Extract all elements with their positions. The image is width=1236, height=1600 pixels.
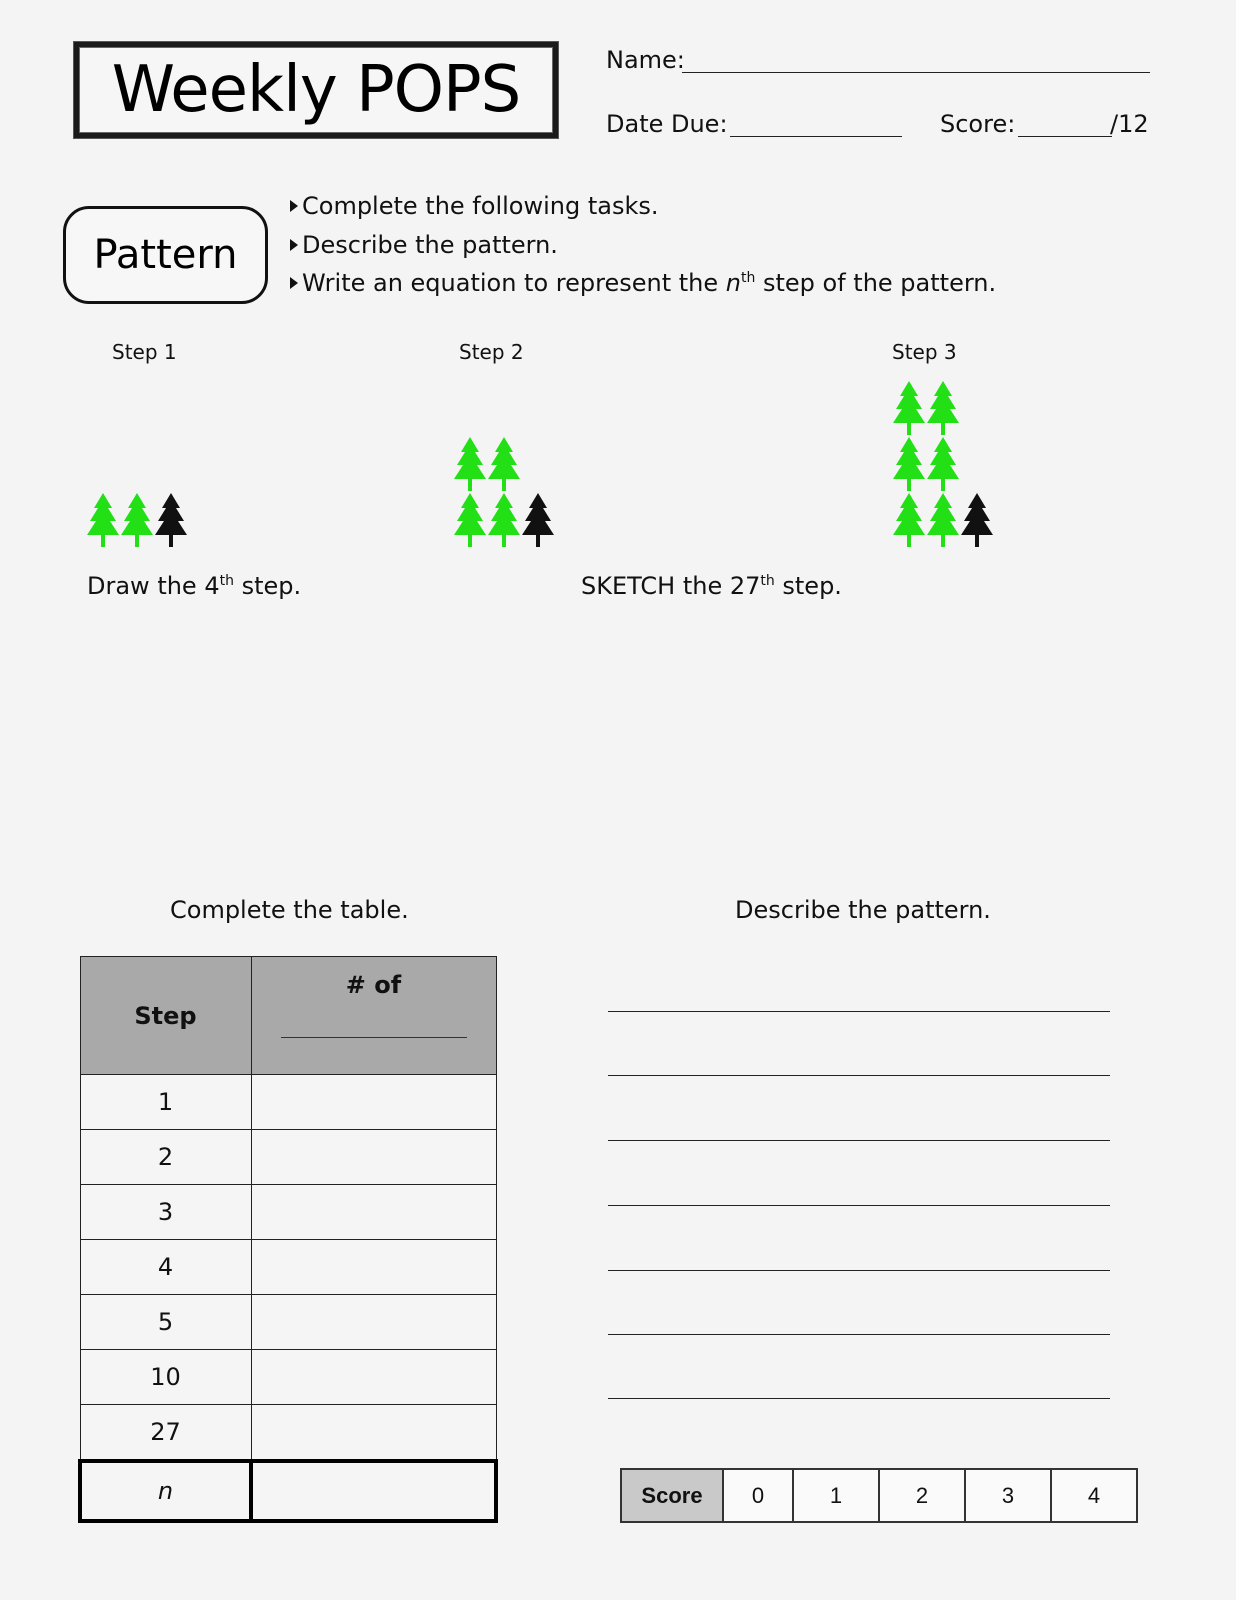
table-row: 1 (80, 1075, 496, 1130)
step-2-label: Step 2 (459, 340, 524, 364)
count-cell[interactable] (251, 1075, 496, 1130)
count-cell[interactable] (251, 1350, 496, 1405)
black-tree-icon (522, 493, 554, 547)
score-option[interactable]: 2 (879, 1469, 965, 1522)
pattern-badge (63, 206, 268, 304)
green-tree-icon (488, 493, 520, 547)
table-row: 4 (80, 1240, 496, 1295)
draw-area[interactable] (87, 610, 547, 860)
page-title: Weekly POPS (111, 53, 521, 127)
draw-4th-step-prompt: Draw the 4th step. (87, 572, 302, 600)
bullet-triangle-icon (290, 239, 298, 251)
step-3-label: Step 3 (892, 340, 957, 364)
count-unit-blank[interactable] (281, 1037, 467, 1038)
score-option[interactable]: 1 (793, 1469, 879, 1522)
title-box (74, 42, 558, 138)
step-table (78, 956, 498, 1523)
count-cell[interactable] (251, 1240, 496, 1295)
describe-pattern-heading: Describe the pattern. (735, 896, 991, 924)
score-option[interactable]: 4 (1051, 1469, 1137, 1522)
describe-line[interactable] (608, 1075, 1110, 1076)
name-field[interactable] (682, 72, 1150, 73)
equation-cell[interactable] (251, 1461, 496, 1521)
green-tree-icon (87, 493, 119, 547)
score-table-label: Score (621, 1469, 723, 1522)
green-tree-icon (927, 381, 959, 435)
instruction-2: Describe the pattern. (290, 231, 558, 259)
describe-line[interactable] (608, 1398, 1110, 1399)
score-field[interactable] (1018, 136, 1112, 137)
count-column-header: # of (251, 957, 496, 1075)
table-row: 10 (80, 1350, 496, 1405)
table-row: 5 (80, 1295, 496, 1350)
green-tree-icon (488, 437, 520, 491)
pattern-badge-label: Pattern (93, 232, 238, 278)
describe-line[interactable] (608, 1011, 1110, 1012)
sketch-area[interactable] (581, 610, 1141, 860)
green-tree-icon (121, 493, 153, 547)
score-total: /12 (1110, 110, 1149, 138)
step-column-header: Step (80, 957, 251, 1075)
table-row: 27 (80, 1405, 496, 1462)
step-1-label: Step 1 (112, 340, 177, 364)
table-row: 2 (80, 1130, 496, 1185)
count-cell[interactable] (251, 1130, 496, 1185)
green-tree-icon (893, 437, 925, 491)
describe-line[interactable] (608, 1334, 1110, 1335)
describe-line[interactable] (608, 1270, 1110, 1271)
date-due-label: Date Due: (606, 110, 728, 138)
bullet-triangle-icon (290, 277, 298, 289)
score-option[interactable]: 0 (723, 1469, 793, 1522)
black-tree-icon (961, 493, 993, 547)
score-option[interactable]: 3 (965, 1469, 1051, 1522)
table-row-n: n (80, 1461, 496, 1521)
black-tree-icon (155, 493, 187, 547)
describe-line[interactable] (608, 1140, 1110, 1141)
date-due-field[interactable] (730, 136, 902, 137)
green-tree-icon (893, 493, 925, 547)
instruction-1: Complete the following tasks. (290, 192, 658, 220)
describe-line[interactable] (608, 1205, 1110, 1206)
name-label: Name: (606, 46, 685, 74)
green-tree-icon (454, 493, 486, 547)
score-label: Score: (940, 110, 1016, 138)
table-row: 3 (80, 1185, 496, 1240)
count-cell[interactable] (251, 1185, 496, 1240)
green-tree-icon (893, 381, 925, 435)
green-tree-icon (927, 493, 959, 547)
complete-table-heading: Complete the table. (170, 896, 409, 924)
score-table (620, 1468, 1138, 1523)
instruction-3: Write an equation to represent the $n^{th}$ step of the pattern. (290, 269, 996, 297)
sketch-27th-step-prompt: SKETCH the 27th step. (581, 572, 842, 600)
bullet-triangle-icon (290, 200, 298, 212)
count-cell[interactable] (251, 1295, 496, 1350)
green-tree-icon (454, 437, 486, 491)
count-cell[interactable] (251, 1405, 496, 1462)
green-tree-icon (927, 437, 959, 491)
